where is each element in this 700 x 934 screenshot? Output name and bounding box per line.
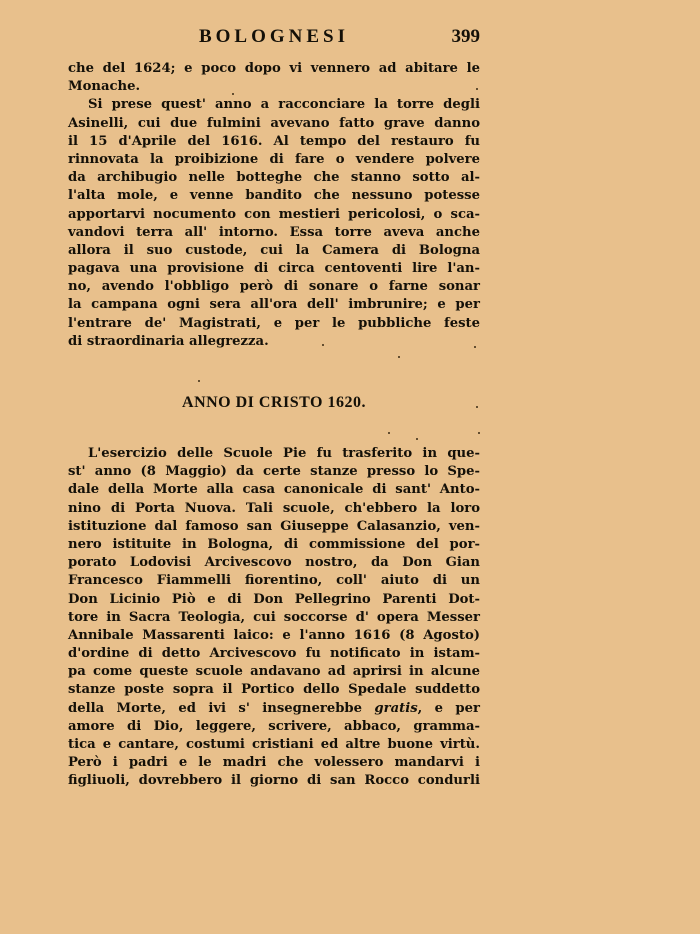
text-line: stanze poste sopra il Portico dello Spedale suddetto: [68, 682, 480, 698]
text-line: st' anno (8 Maggio) da certe stanze presso lo Spe-: [68, 464, 480, 480]
text-line: Francesco Fiammelli fiorentino, coll' aiuto di un: [68, 573, 480, 589]
running-title: BOLOGNESI: [198, 26, 350, 47]
text-line: apportarvi nocumento con mestieri pericolosi, o sca-: [68, 206, 480, 222]
print-speck: [232, 93, 234, 95]
print-speck: [476, 406, 478, 408]
page-number: 399: [451, 26, 480, 47]
text-line: istituzione dal famoso san Giuseppe Calasanzio, ven-: [68, 518, 480, 534]
section-heading: ANNO DI CRISTO 1620.: [182, 394, 366, 411]
print-speck: [476, 88, 478, 90]
italic-word: gratis: [374, 700, 418, 716]
text-line: pagava una provisione di circa centoventi lire l'an-: [68, 261, 480, 277]
text-line: Si prese quest' anno a racconciare la torre degli: [88, 97, 480, 113]
text-line: Monache.: [68, 79, 141, 95]
text-line: Asinelli, cui due fulmini avevano fatto grave danno: [68, 115, 480, 131]
running-header: [68, 26, 480, 52]
section-text: [68, 445, 480, 791]
text-line: rinnovata la proibizione di fare o vendere polvere: [68, 151, 480, 167]
print-speck: [322, 344, 324, 346]
text-line: l'entrare de' Magistrati, e per le pubbliche feste: [68, 315, 480, 331]
text-line: Annibale Massarenti laico: e l'anno 1616 (8 Agosto): [68, 627, 480, 643]
print-speck: [398, 356, 400, 358]
print-speck: [198, 380, 200, 382]
text-line: tore in Sacra Teologia, cui soccorse d' opera Messer: [68, 609, 480, 625]
text-line: pa come queste scuole andavano ad aprirsi in alcune: [68, 664, 480, 680]
text-line: dale della Morte alla casa canonicale di sant' Anto-: [68, 482, 480, 498]
text-line: nero istituite in Bologna, di commissione del por-: [68, 536, 480, 552]
text-line: Però i padri e le madri che volessero mandarvi i: [68, 755, 480, 771]
text-line: della Morte, ed ivi s' insegnerebbe gratis, e per: [68, 700, 480, 716]
text-line: tica e cantare, costumi cristiani ed altre buone virtù.: [68, 737, 480, 752]
text-line: vandovi terra all' intorno. Essa torre aveva anche: [68, 224, 480, 240]
print-speck: [474, 346, 476, 348]
text-line: la campana ogni sera all'ora dell' imbrunire; e per: [68, 297, 480, 313]
text-line: il 15 d'Aprile del 1616. Al tempo del restauro fu: [68, 133, 480, 149]
text-line: di straordinaria allegrezza.: [68, 333, 269, 349]
text-line: che del 1624; e poco dopo vi vennero ad abitare le: [68, 61, 480, 76]
text-line: no, avendo l'obbligo però di sonare o farne sonar: [68, 279, 480, 295]
print-speck: [388, 432, 390, 434]
text-line: figliuoli, dovrebbero il giorno di san Rocco condurli: [68, 773, 480, 789]
opening-text: [68, 60, 480, 351]
text-line: da archibugio nelle botteghe che stanno sotto al-: [68, 170, 480, 186]
text-line: nino di Porta Nuova. Tali scuole, ch'ebbero la loro: [68, 500, 480, 516]
print-speck: [478, 432, 480, 434]
text-line: l'alta mole, e venne bandito che nessuno potesse: [68, 188, 480, 204]
text-line: amore di Dio, leggere, scrivere, abbaco, gramma-: [68, 718, 480, 734]
print-speck: [416, 438, 418, 440]
text-line: porato Lodovisi Arcivescovo nostro, da Don Gian: [68, 555, 480, 571]
text-line: Don Licinio Piò e di Don Pellegrino Parenti Dot-: [68, 591, 480, 607]
text-line: d'ordine di detto Arcivescovo fu notificato in istam-: [68, 646, 480, 662]
text-line: L'esercizio delle Scuole Pie fu trasferito in que-: [88, 446, 480, 461]
text-line: allora il suo custode, cui la Camera di Bologna: [68, 242, 480, 258]
